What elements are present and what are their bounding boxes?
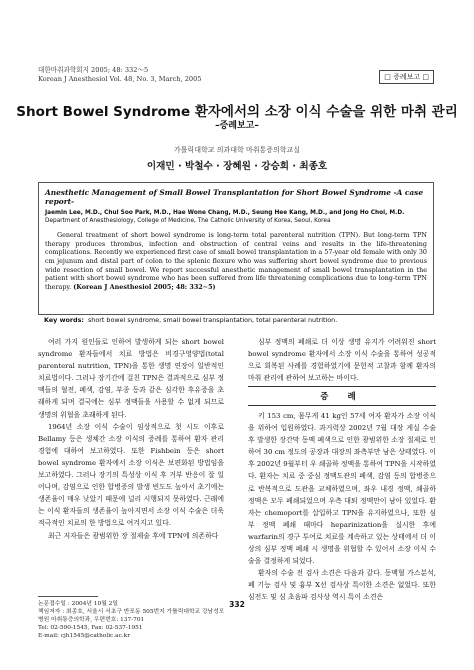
paragraph: 심부 정맥의 폐쇄로 더 이상 생명 유지가 어려워진 short bowel syndrome 환자에서 소장 이식 수술을 통하여 성공적으로 회복된 사례를 경험하였기에 문헌적 고찰과 함께 환자의 마취 관리에 관하여 보고하는 바이다. (248, 338, 436, 383)
abstract-authors: Jaemin Lee, M.D., Chul Soo Park, M.D., Hae Wone Chang, M.D., Seung Hee Kang, M.D., and Jong Ho Choi, M.D. (45, 210, 405, 217)
footnote-received: 논문접수일 : 2004년 10월 2일 (38, 601, 118, 607)
author-list: 이재민 · 박철수 · 장혜원 · 강승희 · 최종호 (146, 161, 328, 172)
page-number: 332 (229, 600, 245, 609)
section-heading-case: 증 례 (248, 386, 436, 406)
footnote-tel: Tel: 02-590-1545, Fax: 02-537-1951 (38, 625, 143, 631)
footnote-contact: 책임저자 : 최종호, 서울시 서초구 반포동 505번지 가톨릭대학교 강남성모병원 마취통증의학과, 우편번호: 137-701 (38, 609, 225, 623)
keywords (44, 316, 337, 324)
english-abstract-box (38, 182, 434, 315)
paragraph: 1964년 소장 이식 수술이 임상적으로 첫 시도 이후로 Bellamy 등은 생체간 소장 이식의 증례를 통하여 환자 관리 경험에 대하여 보고하였다. 또한 Fishbein 등은 short bowel syndrome 환자에서 소장 이식은 보편화된 방법임을 보고하였다. 그러나 장기의 특성상 이식 후 거부 반응이 잘 일어나며, 감염으로 인한 합병증의 발생 빈도도 높아서 초기에는 생존율이 매우 낮았기 때문에 널리 시행되지 못하였다. 근래에는 이식 환자들의 생존율이 높아지면서 소장 이식 수술은 더욱 적극적인 치료의 한 방법으로 여겨지고 있다. (38, 422, 224, 528)
keywords-text: short bowel syndrome, small bowel transplantation, total parenteral nutrition. (87, 316, 338, 324)
keywords-label: Key words: (44, 316, 84, 324)
abstract-title: Anesthetic Management of Small Bowel Transplantation for Short Bowel Syndrome -A case report- (45, 188, 424, 206)
paragraph: 최근 저자들은 광범위한 장 절제술 후에 TPN에 의존하다 (48, 531, 219, 540)
abstract-citation: (Korean J Anesthesiol 2005; 48: 332∼5) (73, 282, 216, 291)
abstract-department: Department of Anesthesiology, College of Medicine, The Catholic University of Korea, Seoul, Korea (45, 218, 331, 225)
article-subtitle: –증례보고– (215, 121, 259, 131)
case-report-label: □ 증례보고 □ (379, 70, 434, 84)
footnote-email: E-mail: cjh1545@catholic.ac.kr (38, 633, 130, 639)
article-title: Short Bowel Syndrome 환자에서의 소장 이식 수술을 위한 마취 관리 (16, 104, 458, 120)
paragraph: 키 153 cm, 몸무게 41 kg인 57세 여자 환자가 소장 이식을 위하여 입원하였다. 과거력상 2002년 7월 대장 게실 수술 후 발생한 장간막 동맥 폐색으로 인한 광범위한 소장 절제로 인하여 30 cm 정도의 공장과 대장의 좌측부만 남은 상태였다. 이후 2002년 9월부터 우 쇄골하 정맥을 통하여 TPN을 시작하였다. 환자는 치료 중 중심 정맥도관의 폐색, 감염 등의 합병증으로 반복적으로 도관을 교체하였으며, 좌우 내경 정맥, 쇄골하 정맥은 모두 폐쇄되었으며 우측 대퇴 정맥만이 남아 있었다. 환자는 chemoport를 삽입하고 TPN을 유지하였으나, 또한 심부 정맥 폐쇄 때마다 heparinization을 실시한 후에 warfarin의 경구 투여로 치료를 계속하고 있는 상태에서 더 이상의 심부 정맥 폐쇄 시 생명을 위협할 수 있어서 소장 이식 수술을 결정하게 되었다. (248, 412, 436, 566)
paragraph: 여러 가지 원인들로 인하여 발생하게 되는 short bowel syndrome 환자들에서 치료 방법은 비경구영양법(total parenteral nutrition, TPN)을 통한 생명 연장이 일반적인 치료법이다. 그러나 장기간에 걸친 TPN은 결과적으로 심부 정맥들의 혈전, 폐색, 감염, 부종 등과 같은 심각한 후유증을 초래하게 되며 결국에는 심부 정맥들을 사용할 수 없게 되므로 생명의 위협을 초래하게 된다. (38, 338, 224, 419)
journal-header (38, 66, 202, 84)
abstract-body (45, 231, 427, 291)
journal-header-english: Korean J Anesthesiol Vol. 48, No. 3, March, 2005 (38, 75, 202, 83)
right-column-intro (248, 336, 436, 384)
left-column (38, 336, 224, 542)
paragraph: 환자의 수술 전 검사 소견은 다음과 같다. 동맥혈 가스분석, 폐 기능 검사 및 흉부 X선 검사상 특이한 소견은 없었다. 또한 심전도 및 심 초음파 검사상 역시 특이 소견은 (248, 569, 436, 602)
abstract-text: General treatment of short bowel syndrome is long-term total parenteral nutrition (TPN). But long-term TPN therapy produces thrombus, infection and obstruction of central veins and results in the life-threatening complications. Recently we experienced first case of small bowel transplantation in a 57-year old female with only 30 cm jejunum and distal part of colon to the splenic flexure who was suffering short bowel syndrome due to previous wide resection of small bowel. We report successful anesthetic management of small bowel transplantation in the patient with short bowel syndrome who has been suffered from life threatening complications due to long-term TPN therapy. (45, 231, 427, 291)
footnote-divider (38, 596, 98, 597)
journal-header-korean: 대한마취과학회지 2005; 48: 332～5 (38, 66, 149, 74)
right-column-case (248, 410, 436, 604)
author-department: 가톨릭대학교 의과대학 마취통증의학교실 (173, 146, 301, 154)
